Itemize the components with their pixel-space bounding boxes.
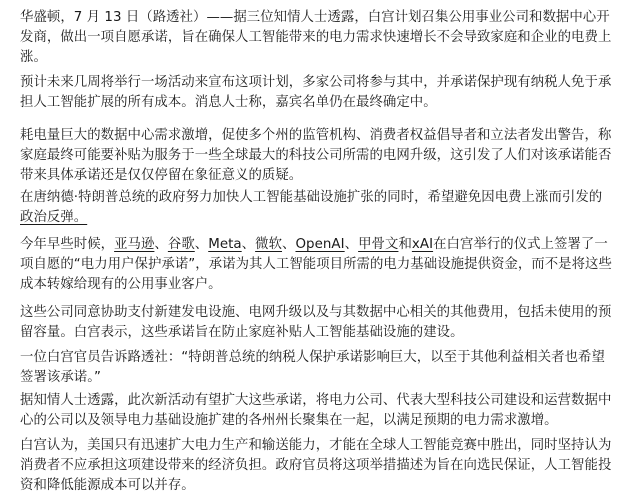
company-link[interactable]: 亚马逊 bbox=[114, 237, 155, 252]
paragraph-line bbox=[20, 235, 621, 255]
paragraph-3 bbox=[20, 126, 621, 186]
paragraph-line: 签署该承诺。” bbox=[20, 370, 101, 385]
separator: 、 bbox=[241, 237, 256, 252]
conjunction: 和 bbox=[398, 237, 412, 252]
paragraph-7 bbox=[20, 348, 621, 388]
separator: 、 bbox=[194, 237, 209, 252]
paragraph-4 bbox=[20, 188, 621, 228]
paragraph-line: 一位白宫官员告诉路透社：“特朗普总统的纳税人保护承诺影响巨大，以至于其他利益相关者也希望 bbox=[20, 350, 605, 365]
paragraph-line: 华盛顿，7 月 13 日（路透社）——据三位知情人士透露，白宫计划召集公用事业公司和数据中心开 bbox=[20, 10, 610, 25]
paragraph-5 bbox=[20, 235, 621, 295]
paragraph-text: 今年早些时候， bbox=[20, 237, 115, 252]
paragraph-line: 项自愿的“电力用户保护承诺”，承诺为其人工智能项目所需的电力基础设施提供资金，而不是将这些 bbox=[20, 257, 612, 272]
paragraph-1 bbox=[20, 8, 621, 68]
paragraph-line: 带来具体承诺还是仅仅停留在象征意义的质疑。 bbox=[20, 168, 303, 183]
paragraph-line: 留容量。白宫表示，这些承诺旨在防止家庭补贴人工智能基础设施的建设。 bbox=[20, 325, 464, 340]
paragraph-line: 这些公司同意协助支付新建发电设施、电网升级以及与其数据中心相关的其他费用，包括未使用的预 bbox=[20, 305, 612, 320]
paragraph-line: 据知情人士透露，此次新活动有望扩大这些承诺，将电力公司、代表大型科技公司建设和运营数据中 bbox=[20, 393, 612, 408]
paragraph-line: 资和降低能源成本可以并存。 bbox=[20, 478, 195, 493]
paragraph-line: 成本转嫁给现有的公用事业客户。 bbox=[20, 277, 222, 292]
paragraph-line: 白宫认为，美国只有迅速扩大电力生产和输送能力，才能在全球人工智能竞赛中胜出，同时坚持认为 bbox=[20, 438, 612, 453]
paragraph-line: 涨。 bbox=[20, 50, 47, 65]
paragraph-2 bbox=[20, 73, 621, 113]
paragraph-9 bbox=[20, 436, 621, 496]
paragraph-line: 心的公司以及领导电力基础设施扩建的各州州长聚集在一起，以满足预期的电力需求激增。 bbox=[20, 413, 558, 428]
separator: 、 bbox=[154, 237, 168, 252]
paragraph-line: 耗电量巨大的数据中心需求激增，促使多个州的监管机构、消费者权益倡导者和立法者发出警告，称 bbox=[20, 128, 612, 143]
paragraph-8 bbox=[20, 391, 621, 431]
paragraph-line: 家庭最终可能要补贴为服务于一些全球最大的科技公司所需的电网升级，这引发了人们对该承诺能否 bbox=[20, 148, 612, 163]
company-link[interactable]: 甲骨文 bbox=[358, 237, 399, 252]
company-link[interactable]: Meta bbox=[208, 237, 242, 252]
company-link[interactable]: OpenAI bbox=[295, 237, 345, 252]
company-link[interactable]: 谷歌 bbox=[167, 237, 195, 252]
paragraph-line: 消费者不应承担这项建设带来的经济负担。政府官员将这项举措描述为旨在向选民保证，人工智能投 bbox=[20, 458, 612, 473]
paragraph-text: 在唐纳德·特朗普总统的政府努力加快人工智能基础设施扩张的同时，希望避免因电费上涨而引发的 bbox=[20, 190, 603, 205]
paragraph-6 bbox=[20, 303, 621, 343]
paragraph-text: 在白宫举行的仪式上签署了一 bbox=[433, 237, 608, 252]
political-backlash-link[interactable]: 政治反弹。 bbox=[20, 210, 88, 225]
paragraph-line bbox=[20, 208, 621, 228]
separator: 、 bbox=[344, 237, 359, 252]
paragraph-line: 担人工智能扩展的所有成本。消息人士称，嘉宾名单仍在最终确定中。 bbox=[20, 95, 437, 110]
company-link[interactable]: 微软 bbox=[255, 237, 283, 252]
paragraph-line bbox=[20, 188, 621, 208]
separator: 、 bbox=[282, 237, 296, 252]
paragraph-line: 预计未来几周将举行一场活动来宣布这项计划，多家公司将参与其中，并承诺保护现有纳税人免于承 bbox=[20, 75, 612, 90]
company-links bbox=[114, 237, 433, 252]
paragraph-line: 发商，做出一项自愿承诺，旨在确保人工智能带来的电力需求快速增长不会导致家庭和企业的电费上 bbox=[20, 30, 612, 45]
company-link[interactable]: xAI bbox=[411, 237, 434, 252]
